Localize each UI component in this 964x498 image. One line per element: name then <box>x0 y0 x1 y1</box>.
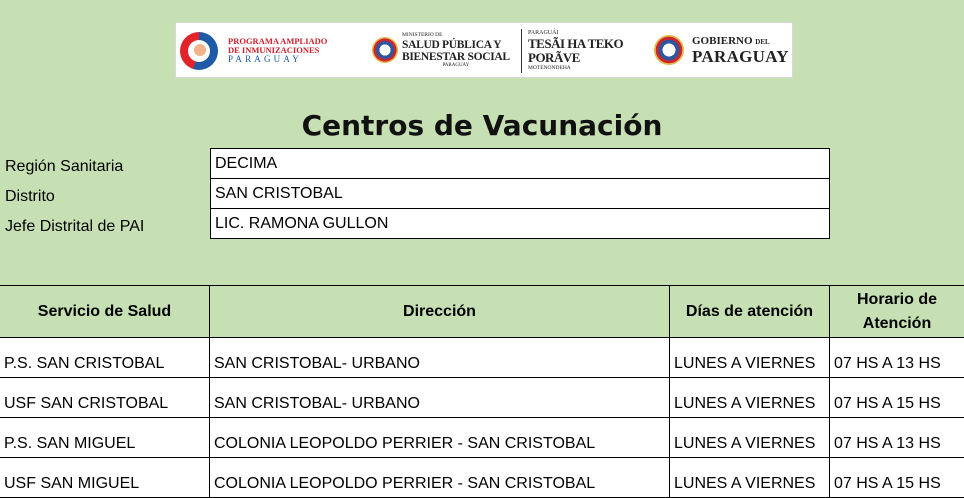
header-horario-line2: Atención <box>862 315 932 332</box>
cell-servicio: USF SAN MIGUEL <box>0 458 210 498</box>
cell-servicio: USF SAN CRISTOBAL <box>0 378 210 418</box>
info-box <box>210 148 830 239</box>
government-seal-icon <box>654 33 684 67</box>
cell-direccion: SAN CRISTOBAL- URBANO <box>210 378 670 418</box>
cell-horario: 07 HS A 13 HS <box>830 418 964 458</box>
cell-horario: 07 HS A 15 HS <box>830 458 964 498</box>
table-row <box>0 338 964 378</box>
cell-dias: LUNES A VIERNES <box>670 378 830 418</box>
cell-dias: LUNES A VIERNES <box>670 418 830 458</box>
pai-logo-line1: PROGRAMA AMPLIADO <box>228 35 328 46</box>
cell-dias: LUNES A VIERNES <box>670 338 830 378</box>
gobierno-logo-line1: GOBIERNO DEL <box>692 35 770 47</box>
table-row <box>0 458 964 498</box>
ministry-logo <box>372 23 518 77</box>
region-value: DECIMA <box>211 149 829 179</box>
header-servicio: Servicio de Salud <box>0 286 210 338</box>
pai-mother-child-icon <box>178 28 222 72</box>
cell-horario: 07 HS A 13 HS <box>830 338 964 378</box>
chief-value: LIC. RAMONA GULLON <box>215 215 389 232</box>
district-value: SAN CRISTOBAL <box>211 179 829 209</box>
tesai-logo <box>528 23 640 77</box>
cell-direccion: SAN CRISTOBAL- URBANO <box>210 338 670 378</box>
vaccination-centers-table <box>0 285 964 498</box>
cell-direccion: COLONIA LEOPOLDO PERRIER - SAN CRISTOBAL <box>210 458 670 498</box>
tesai-logo-line2: TESÃI HA TEKO <box>528 35 624 51</box>
logo-divider <box>521 29 522 73</box>
table-row <box>0 378 964 418</box>
header-horario-line1: Horario de <box>856 291 937 308</box>
region-label: Región Sanitaria <box>5 158 124 175</box>
gobierno-logo-line2: PARAGUAY <box>692 47 789 66</box>
national-seal-icon <box>372 35 398 65</box>
cell-horario: 07 HS A 15 HS <box>830 378 964 418</box>
header-horario <box>830 286 964 338</box>
district-label: Distrito <box>5 188 55 205</box>
table-header-row <box>0 286 964 338</box>
tesai-logo-line4: MOTENONDEHA <box>528 64 571 71</box>
table-row <box>0 418 964 458</box>
cell-servicio: P.S. SAN CRISTOBAL <box>0 338 210 378</box>
tesai-logo-line1: PARAGUÁI <box>528 29 559 36</box>
chief-label: Jefe Distrital de PAI <box>5 218 145 235</box>
page-title: Centros de Vacunación <box>301 109 663 142</box>
ministry-logo-line3: BIENESTAR SOCIAL <box>402 50 510 63</box>
ministry-logo-line1: MINISTERIO DE <box>402 31 443 38</box>
pai-logo-line3: PARAGUAY <box>228 53 302 64</box>
pai-logo-line2: DE INMUNIZACIONES <box>228 44 320 55</box>
cell-dias: LUNES A VIERNES <box>670 458 830 498</box>
ministry-logo-line2: SALUD PÚBLICA Y <box>402 38 502 51</box>
pai-logo <box>178 23 348 77</box>
header-dias: Días de atención <box>670 286 830 338</box>
gobierno-logo <box>654 23 792 77</box>
header-direccion: Dirección <box>210 286 670 338</box>
cell-direccion: COLONIA LEOPOLDO PERRIER - SAN CRISTOBAL <box>210 418 670 458</box>
tesai-logo-line3: PORÃVE <box>528 49 580 65</box>
logo-banner <box>175 22 793 78</box>
ministry-logo-line4: PARAGUAY <box>442 62 470 68</box>
cell-servicio: P.S. SAN MIGUEL <box>0 418 210 458</box>
